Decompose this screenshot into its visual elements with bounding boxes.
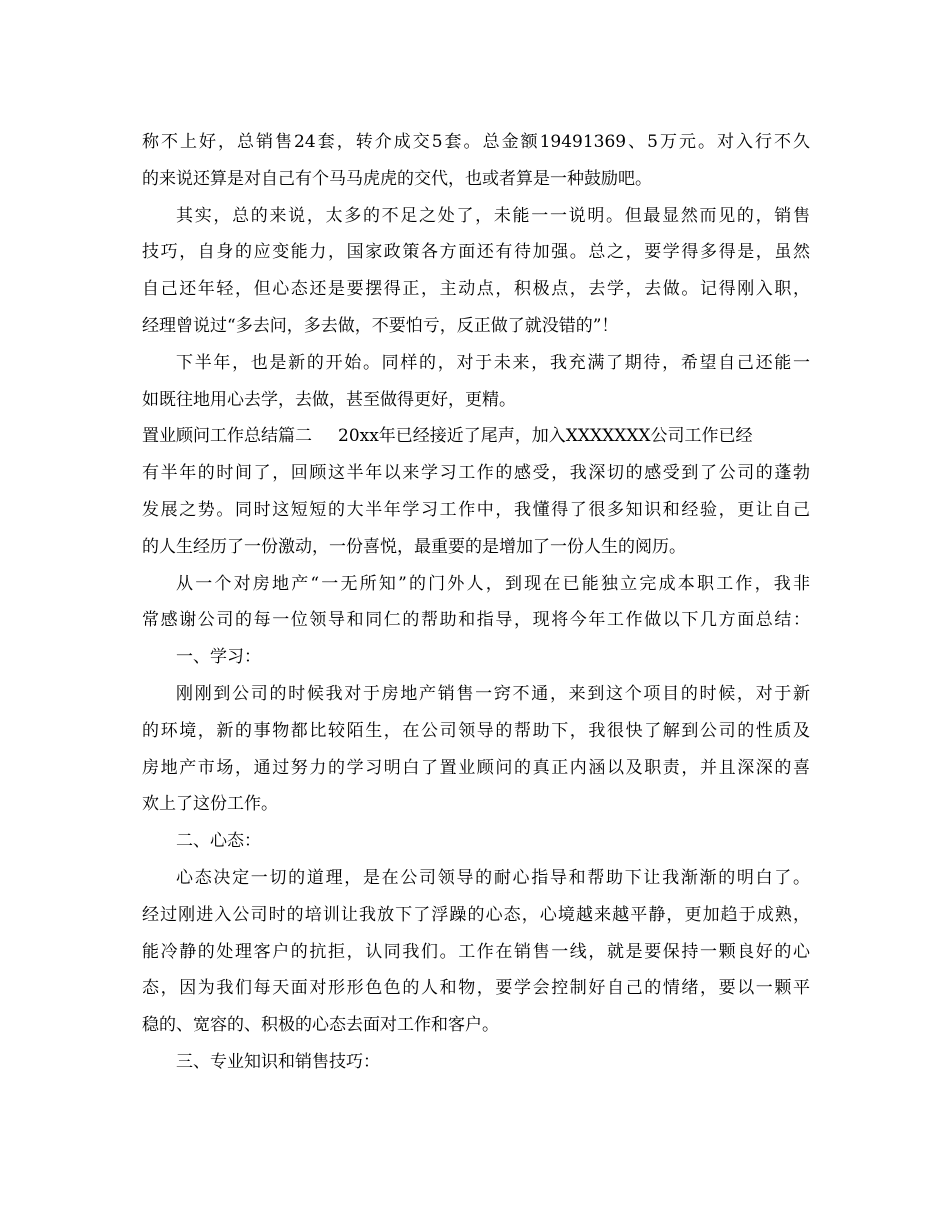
section-title: 置业顾问工作总结篇二 [142, 426, 312, 447]
document-body [142, 124, 810, 1081]
subheading: 二、心态： [176, 831, 261, 852]
text-line: 欢上了这份工作。 [142, 794, 278, 815]
text-line: 稳的、宽容的、积极的心态去面对工作和客户。 [142, 1015, 499, 1036]
text-line: 发展之势。同时这短短的大半年学习工作中，我懂得了很多知识和经验，更让自己 [142, 499, 810, 520]
text-line: 从一个对房地产“一无所知”的门外人，到现在已能独立完成本职工作，我非 [176, 573, 810, 594]
text-line: 下半年，也是新的开始。同样的，对于未来，我充满了期待，希望自己还能一 [176, 352, 810, 373]
text-line: 称不上好，总销售24套，转介成交5套。总金额19491369、5万元。对入行不久 [142, 132, 810, 152]
text-line: 技巧，自身的应变能力，国家政策各方面还有待加强。总之，要学得多得是，虽然 [142, 242, 810, 263]
text-line: 房地产市场，通过努力的学习明白了置业顾问的真正内涵以及职责，并且深深的喜 [142, 757, 810, 778]
text-line: 的环境，新的事物都比较陌生，在公司领导的帮助下，我很快了解到公司的性质及 [142, 720, 810, 741]
text-line: 的人生经历了一份激动，一份喜悦，最重要的是增加了一份人生的阅历。 [142, 536, 686, 557]
text-line: 常感谢公司的每一位领导和同仁的帮助和指导，现将今年工作做以下几方面总结： [142, 610, 810, 631]
text-line: 如既往地用心去学，去做，甚至做得更好，更精。 [142, 389, 516, 410]
text-line: 的来说还算是对自己有个马马虎虎的交代，也或者算是一种鼓励吧。 [142, 168, 652, 189]
text-line: 能冷静的处理客户的抗拒，认同我们。工作在销售一线，就是要保持一颗良好的心 [142, 941, 810, 962]
text-line: 心态决定一切的道理，是在公司领导的耐心指导和帮助下让我渐渐的明白了。 [176, 867, 810, 888]
text-line: 经过刚进入公司时的培训让我放下了浮躁的心态，心境越来越平静，更加趋于成熟， [142, 904, 810, 925]
text-line: 刚刚到公司的时候我对于房地产销售一窍不通，来到这个项目的时候，对于新 [176, 683, 810, 704]
text-line: 自己还年轻，但心态还是要摆得正，主动点，积极点，去学，去做。记得刚入职， [142, 279, 810, 300]
section-intro-text: 20xx年已经接近了尾声，加入XXXXXXX公司工作已经 [338, 426, 753, 447]
text-line: 经理曾说过“多去问，多去做，不要怕亏，反正做了就没错的”！ [142, 315, 619, 336]
text-line: 其实，总的来说，太多的不足之处了，未能一一说明。但最显然而见的，销售 [176, 205, 810, 226]
subheading: 一、学习： [176, 647, 261, 668]
text-line: 态，因为我们每天面对形形色色的人和物，要学会控制好自己的情绪，要以一颗平 [142, 978, 810, 999]
section-heading-line [142, 418, 810, 455]
text-line: 有半年的时间了，回顾这半年以来学习工作的感受，我深切的感受到了公司的蓬勃 [142, 463, 810, 484]
subheading: 三、专业知识和销售技巧： [176, 1051, 380, 1072]
